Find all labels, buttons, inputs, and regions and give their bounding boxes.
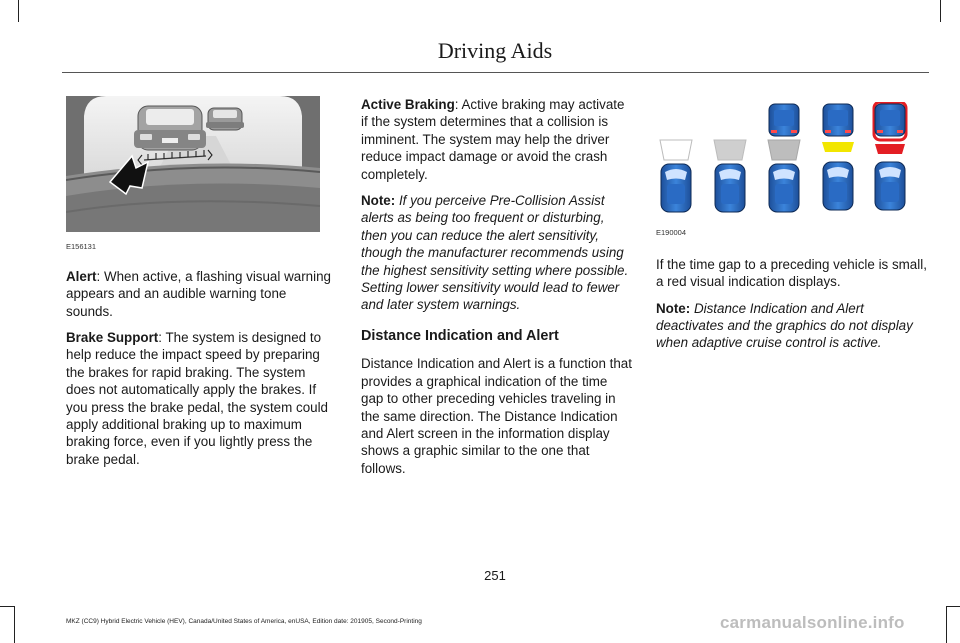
distance-panel-warning <box>874 102 906 210</box>
active-braking-term: Active Braking <box>361 97 455 112</box>
active-braking-paragraph: Active Braking: Active braking may activate if the system determines that a collision is imminent. The system may help the driver reduce impact damage or avoid the crash completely. <box>361 97 625 182</box>
brake-support-term: Brake Support <box>66 330 159 346</box>
watermark: carmanualsonline.info <box>720 613 905 632</box>
crop-mark <box>14 606 15 643</box>
section-heading: Distance Indication and Alert <box>361 327 559 344</box>
distance-panel-medium <box>714 140 746 212</box>
note-label: Note: <box>656 300 691 316</box>
distance-indication-graphics <box>656 102 928 218</box>
distant-car-icon <box>206 108 244 130</box>
gap-paragraph: If the time gap to a preceding vehicle is small, a red visual indication displays. <box>656 256 927 290</box>
column-1 <box>66 96 334 477</box>
header-rule <box>62 72 929 73</box>
figure-id: E156131 <box>66 242 97 252</box>
distance-panel-far <box>660 140 692 212</box>
brake-support-paragraph: Brake Support: The system is designed to help reduce the impact speed by preparing the brakes for rapid braking. The system does not automatically apply the brakes. If you press the brake pedal, the system could apply additional braking up to maximum braking force, even if you lightly press the brake pedal. <box>66 330 329 467</box>
page-number: 251 <box>484 568 506 583</box>
alert-paragraph: Alert: When active, a flashing visual warning appears and an audible warning tone sounds. <box>66 268 331 319</box>
figure-distance-indication <box>656 102 928 242</box>
crop-mark <box>940 0 941 22</box>
alert-term: Alert <box>66 268 97 284</box>
note-label: Note: <box>361 193 396 209</box>
crop-mark <box>946 606 947 643</box>
distance-panel-near <box>768 104 800 212</box>
page-title: Driving Aids <box>437 38 553 63</box>
crop-mark <box>0 606 14 607</box>
windshield-warning-illustration <box>66 96 320 232</box>
distance-indication-paragraph: Distance Indication and Alert is a function that provides a graphical indication of the time gap to other preceding vehicles traveling in the same direction. The Distance Indication and Alert screen in the information display shows a graphic similar to the one that follows. <box>361 356 632 476</box>
edition-footer: MKZ (CC9) Hybrid Electric Vehicle (HEV), Canada/United States of America, enUSA, Edition date: 201905, Second-Printing <box>66 618 422 625</box>
preceding-car-icon <box>134 106 206 150</box>
figure-id: E190004 <box>656 228 687 238</box>
column-2 <box>361 96 633 486</box>
note-paragraph: Note: Distance Indication and Alert deactivates and the graphics do not display when adaptive cruise control is active. <box>656 300 913 351</box>
crop-mark <box>946 606 960 607</box>
column-3 <box>656 96 928 361</box>
crop-mark <box>18 0 19 22</box>
figure-windshield-warning <box>66 96 334 256</box>
note-paragraph: Note: If you perceive Pre-Collision Assist alerts as being too frequent or disturbing, then you can reduce the alert sensitivity, though the manufacturer recommends using the highest sensitivity setting where possible. Setting lower sensitivity would lead to fewer and later system warnings. <box>361 193 629 313</box>
distance-panel-caution <box>822 104 854 210</box>
